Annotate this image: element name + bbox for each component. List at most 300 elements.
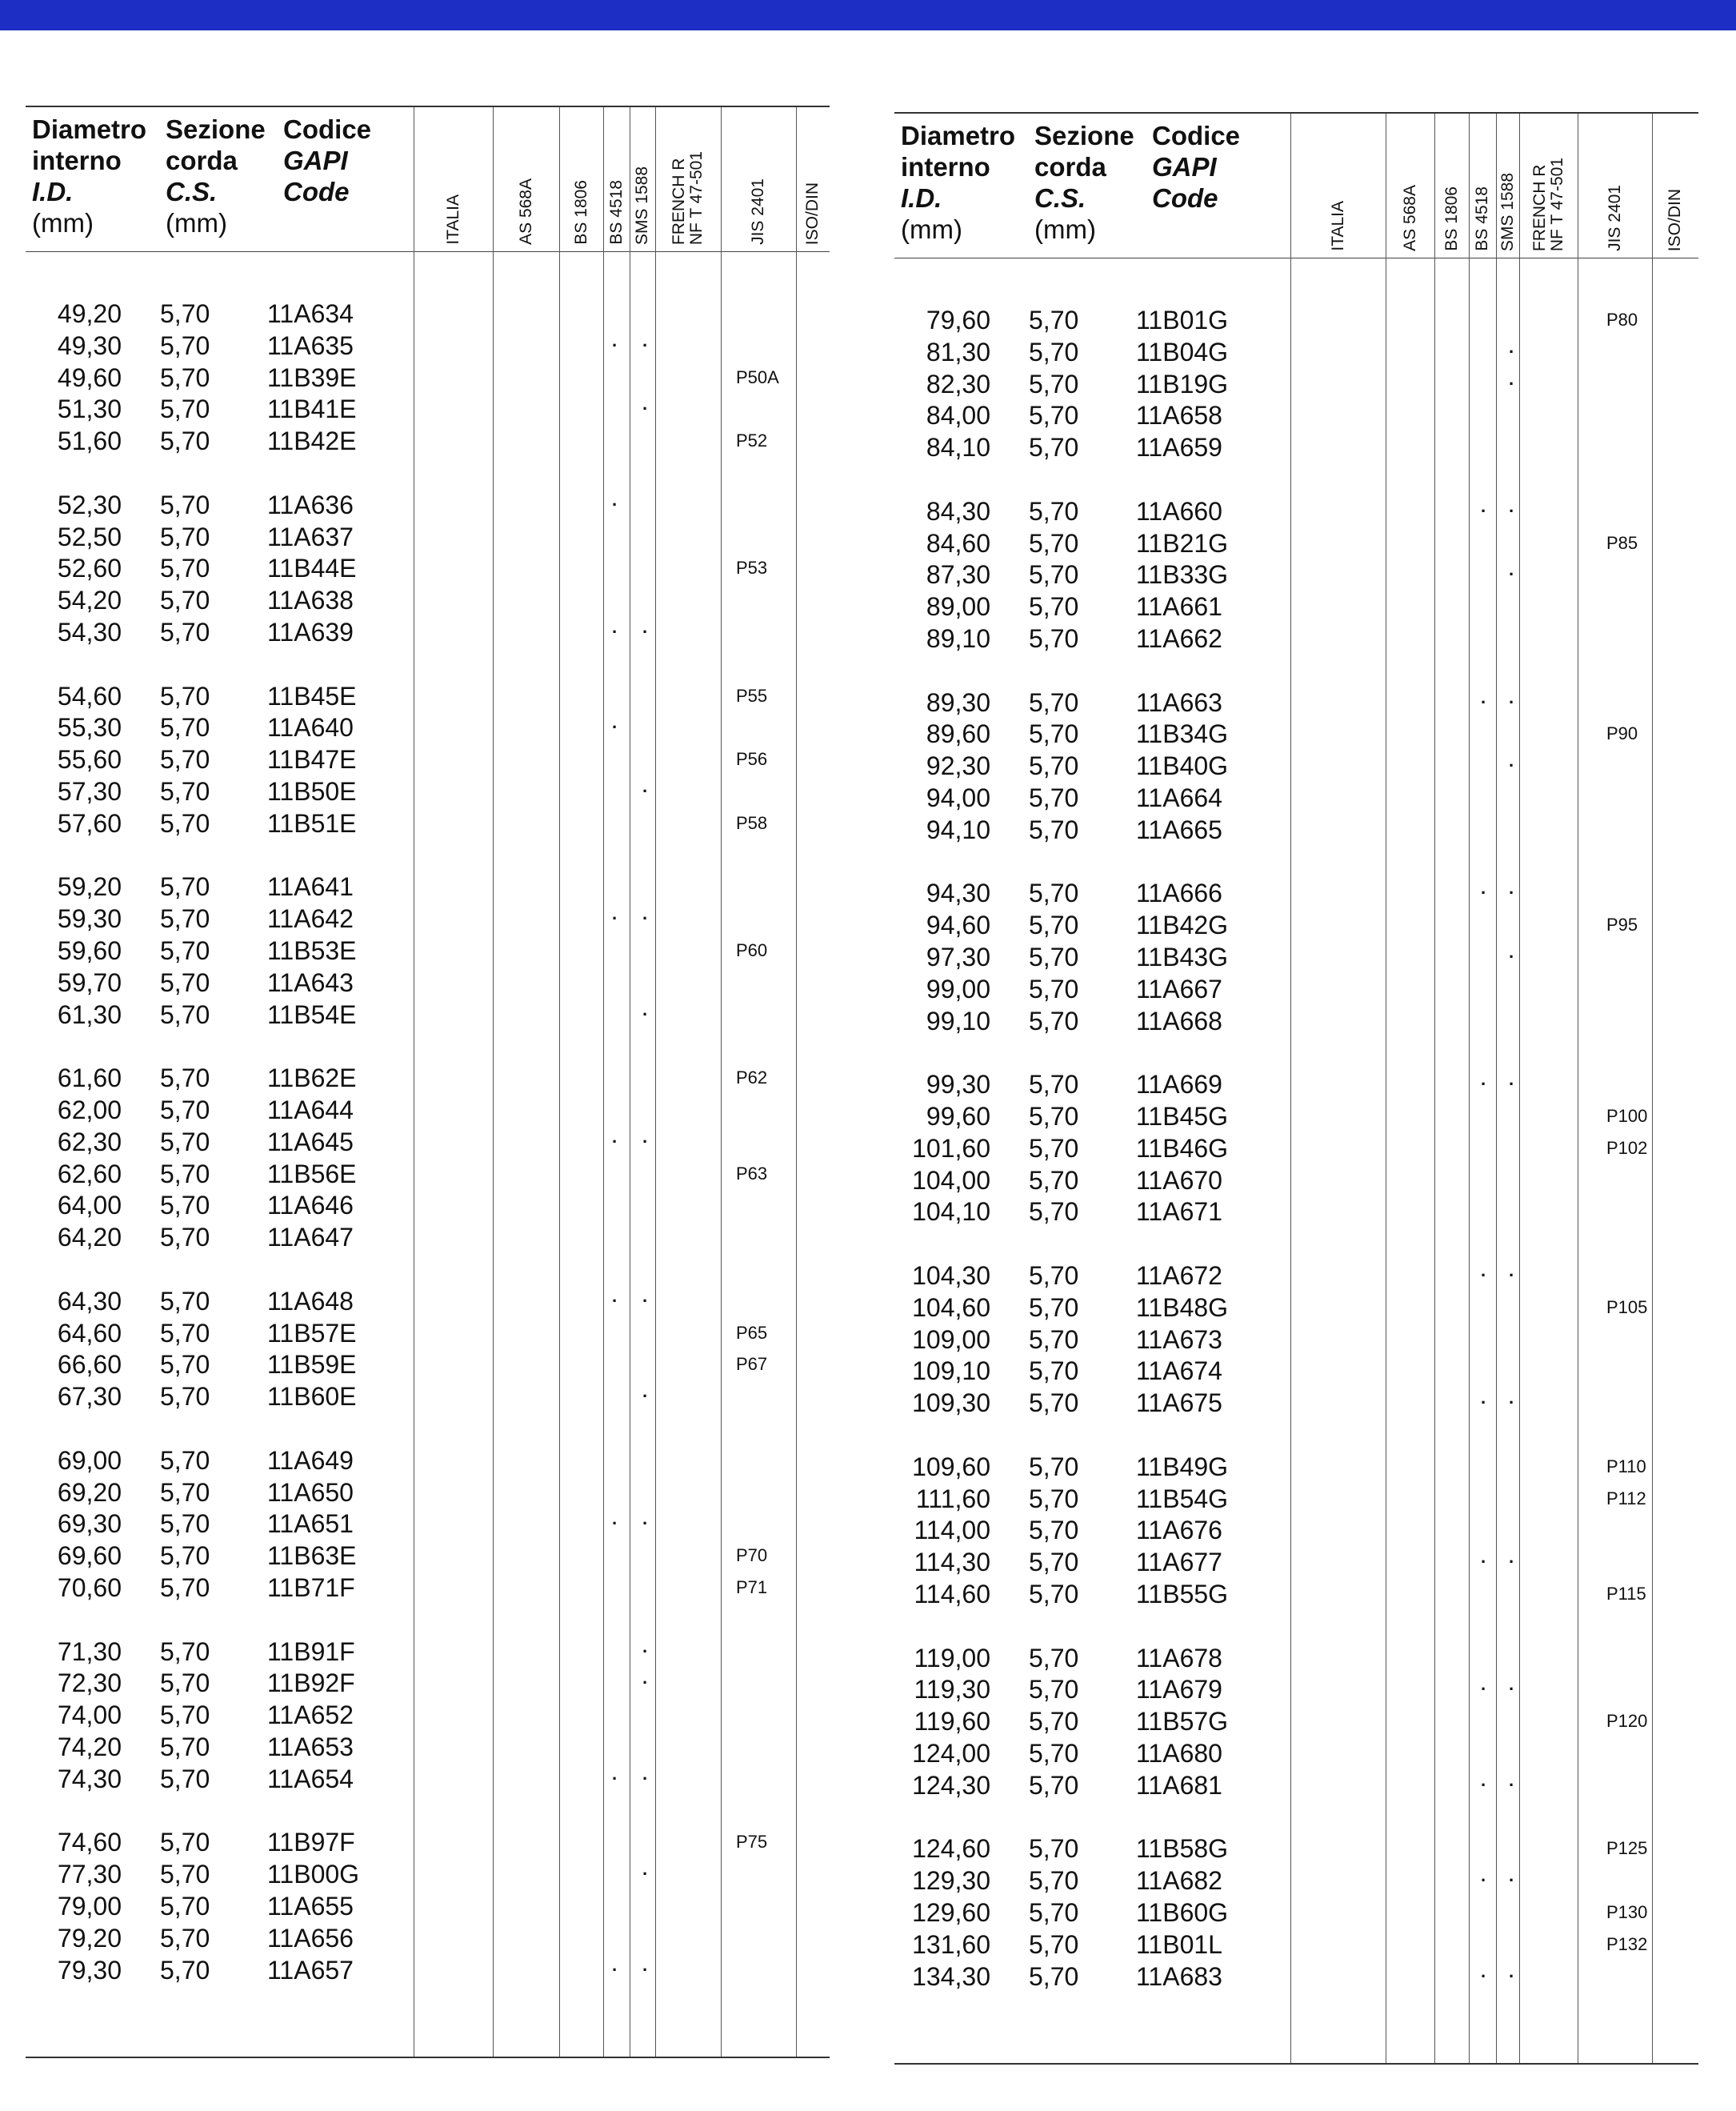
cross-section: 5,70	[1029, 433, 1079, 462]
cross-section: 5,70	[160, 1541, 210, 1570]
sms1588-mark: ·	[1509, 755, 1515, 775]
table-row	[26, 1763, 830, 1795]
inner-diameter: 99,10	[926, 1007, 990, 1035]
inner-diameter: 89,30	[926, 688, 990, 717]
gapi-code: 11B55G	[1136, 1580, 1229, 1608]
gapi-code: 11B59E	[267, 1350, 357, 1379]
gapi-code: 11A644	[267, 1096, 354, 1124]
inner-diameter: 99,30	[926, 1070, 990, 1099]
gapi-code: 11B91F	[267, 1637, 355, 1666]
inner-diameter: 74,20	[57, 1732, 122, 1761]
gapi-code: 11A642	[267, 904, 354, 933]
cross-section: 5,70	[1029, 1644, 1079, 1672]
header-code-line: Codice	[283, 114, 372, 144]
inner-diameter: 51,30	[57, 395, 122, 423]
sms1588-mark: ·	[642, 1291, 649, 1311]
bs4518-mark: ·	[1481, 883, 1487, 903]
table-row	[26, 330, 830, 362]
cross-section: 5,70	[1029, 1070, 1079, 1099]
jis-code: P70	[736, 1545, 768, 1565]
header-diameter-line: (mm)	[901, 214, 962, 244]
inner-diameter: 59,70	[57, 968, 122, 997]
gapi-code: 11B04G	[1136, 338, 1229, 367]
table-row	[894, 1514, 1698, 1546]
gapi-code: 11B01G	[1136, 306, 1229, 334]
gapi-code: 11A675	[1136, 1388, 1222, 1417]
jis-code: P52	[736, 431, 768, 451]
inner-diameter: 54,30	[57, 618, 122, 647]
cross-section: 5,70	[1029, 370, 1079, 399]
inner-diameter: 119,60	[914, 1707, 990, 1736]
gapi-code: 11B34G	[1136, 719, 1229, 748]
table-row	[26, 521, 830, 553]
cross-section: 5,70	[1029, 1166, 1079, 1195]
table-row	[894, 1897, 1698, 1929]
table-row	[894, 1929, 1698, 1961]
table-row	[894, 1164, 1698, 1196]
inner-diameter: 74,00	[57, 1700, 122, 1729]
table-row	[26, 1699, 830, 1731]
table-row	[26, 1540, 830, 1572]
gapi-code: 11A680	[1136, 1739, 1222, 1768]
inner-diameter: 99,60	[926, 1102, 990, 1131]
header-code	[283, 114, 371, 207]
gapi-code: 11B53E	[267, 936, 357, 965]
jis-code: P112	[1606, 1488, 1646, 1508]
inner-diameter: 70,60	[57, 1573, 122, 1602]
cross-section: 5,70	[160, 713, 210, 742]
standard-label: ISO/DIN	[1666, 188, 1684, 251]
table-row	[894, 304, 1698, 336]
inner-diameter: 59,20	[57, 872, 122, 901]
table-row	[894, 336, 1698, 368]
table-row	[894, 1673, 1698, 1705]
table-row	[894, 687, 1698, 719]
jis-code: P62	[736, 1068, 768, 1088]
gapi-code: 11A635	[267, 331, 354, 360]
table-row	[26, 1285, 830, 1317]
jis-code: P105	[1606, 1297, 1648, 1317]
gapi-code: 11A677	[1136, 1548, 1222, 1576]
header-code-line: Codice	[1152, 121, 1241, 150]
gapi-code: 11B42E	[267, 427, 357, 455]
inner-diameter: 124,60	[912, 1834, 990, 1863]
inner-diameter: 89,10	[926, 624, 990, 653]
cross-section: 5,70	[160, 1000, 210, 1029]
cross-section: 5,70	[160, 1668, 210, 1697]
bs4518-mark: ·	[612, 1769, 618, 1789]
cross-section: 5,70	[1029, 688, 1079, 717]
inner-diameter: 64,30	[57, 1287, 122, 1316]
inner-diameter: 49,20	[57, 299, 122, 328]
inner-diameter: 49,60	[57, 363, 122, 392]
cross-section: 5,70	[1029, 1325, 1079, 1354]
table-row	[26, 775, 830, 807]
sms1588-mark: ·	[642, 1960, 649, 1980]
cross-section: 5,70	[160, 1191, 210, 1220]
standard-label: AS 568A	[1400, 185, 1419, 251]
inner-diameter: 74,60	[57, 1828, 122, 1857]
bs4518-mark: ·	[1481, 1265, 1487, 1285]
jis-code: P85	[1606, 533, 1638, 553]
table-row	[894, 399, 1698, 431]
header-diameter-line: I.D.	[901, 183, 942, 213]
inner-diameter: 79,00	[57, 1892, 122, 1921]
cross-section: 5,70	[1029, 1866, 1079, 1895]
table-row	[26, 1826, 830, 1858]
table-row	[26, 1158, 830, 1190]
inner-diameter: 72,30	[57, 1668, 122, 1697]
inner-diameter: 89,00	[926, 592, 990, 621]
gapi-code: 11B43G	[1136, 943, 1229, 971]
table-row	[26, 489, 830, 521]
header-diameter	[32, 114, 146, 238]
gapi-code: 11B71F	[267, 1573, 355, 1602]
cross-section: 5,70	[160, 936, 210, 965]
inner-diameter: 111,60	[915, 1484, 990, 1513]
inner-diameter: 129,30	[912, 1866, 990, 1895]
table-row	[894, 1578, 1698, 1610]
header-diameter-line: Diametro	[32, 114, 147, 144]
gapi-code: 11A668	[1136, 1007, 1222, 1035]
jis-code: P55	[736, 686, 768, 706]
bs4518-mark: ·	[612, 1513, 618, 1533]
gapi-code: 11A653	[267, 1732, 354, 1761]
cross-section: 5,70	[160, 427, 210, 455]
jis-code: P65	[736, 1323, 768, 1343]
table-row	[894, 559, 1698, 591]
header-diameter-line: interno	[901, 152, 990, 182]
header-section	[166, 114, 266, 238]
inner-diameter: 79,20	[57, 1924, 122, 1953]
right-table	[894, 112, 1698, 2065]
sms1588-mark: ·	[1509, 564, 1515, 584]
table-row	[26, 1890, 830, 1922]
cross-section: 5,70	[1029, 751, 1079, 780]
table-row	[26, 1922, 830, 1954]
table-row	[26, 903, 830, 935]
gapi-code: 11A650	[267, 1478, 354, 1507]
gapi-code: 11A667	[1136, 975, 1222, 1003]
cross-section: 5,70	[160, 1478, 210, 1507]
inner-diameter: 69,60	[57, 1541, 122, 1570]
jis-code: P120	[1606, 1711, 1648, 1731]
inner-diameter: 52,50	[57, 523, 122, 551]
sms1588-mark: ·	[1509, 1775, 1515, 1795]
inner-diameter: 134,30	[912, 1962, 990, 1991]
table-row	[894, 814, 1698, 846]
cross-section: 5,70	[1029, 1102, 1079, 1131]
cross-section: 5,70	[1029, 1548, 1079, 1576]
cross-section: 5,70	[1029, 497, 1079, 526]
gapi-code: 11B40G	[1136, 751, 1229, 780]
inner-diameter: 66,60	[57, 1350, 122, 1379]
table-row	[894, 431, 1698, 463]
cross-section: 5,70	[1029, 401, 1079, 430]
gapi-code: 11A643	[267, 968, 354, 997]
cross-section: 5,70	[160, 1892, 210, 1921]
gapi-code: 11A681	[1136, 1771, 1222, 1800]
jis-code: P110	[1606, 1456, 1646, 1476]
cross-section: 5,70	[1029, 1007, 1079, 1035]
inner-diameter: 99,00	[926, 975, 990, 1003]
table-row	[26, 1476, 830, 1508]
cross-section: 5,70	[1029, 306, 1079, 334]
bs4518-mark: ·	[1481, 501, 1487, 521]
gapi-code: 11B57G	[1136, 1707, 1229, 1736]
table-row	[894, 1387, 1698, 1419]
gapi-code: 11A662	[1136, 624, 1222, 653]
standard-label: ISO/DIN	[803, 182, 822, 245]
gapi-code: 11A679	[1136, 1675, 1222, 1704]
gapi-code: 11A671	[1136, 1197, 1222, 1226]
header-diameter-line: Diametro	[901, 121, 1016, 150]
cross-section: 5,70	[1029, 1930, 1079, 1959]
table-row	[894, 1546, 1698, 1578]
jis-code: P95	[1606, 915, 1638, 935]
sms1588-mark: ·	[642, 335, 649, 355]
gapi-code: 11B00G	[267, 1860, 360, 1889]
sms1588-mark: ·	[642, 1672, 649, 1692]
bs4518-mark: ·	[1481, 1392, 1487, 1412]
inner-diameter: 61,60	[57, 1064, 122, 1092]
cross-section: 5,70	[160, 1765, 210, 1793]
cross-section: 5,70	[1029, 1898, 1079, 1927]
cross-section: 5,70	[1029, 529, 1079, 558]
gapi-code: 11A640	[267, 713, 354, 742]
inner-diameter: 69,20	[57, 1478, 122, 1507]
cross-section: 5,70	[160, 1223, 210, 1252]
header-section-line: Sezione	[1034, 121, 1134, 150]
jis-code: P80	[1606, 310, 1638, 330]
header-diameter-line: I.D.	[32, 177, 74, 206]
inner-diameter: 67,30	[57, 1382, 122, 1411]
inner-diameter: 94,30	[926, 879, 990, 907]
standard-label: BS 1806	[1442, 186, 1461, 251]
bs4518-mark: ·	[612, 717, 618, 737]
standard-label: JIS 2401	[749, 178, 767, 245]
gapi-code: 11A652	[267, 1700, 354, 1729]
gapi-code: 11B62E	[267, 1064, 357, 1092]
header-rule	[26, 251, 830, 252]
table-row	[26, 362, 830, 394]
cross-section: 5,70	[160, 1382, 210, 1411]
gapi-code: 11B47E	[267, 745, 357, 774]
inner-diameter: 59,60	[57, 936, 122, 965]
sms1588-mark: ·	[1509, 1870, 1515, 1890]
table-row	[894, 1260, 1698, 1292]
gapi-code: 11B54E	[267, 1000, 357, 1029]
header-diameter-line: interno	[32, 146, 122, 175]
inner-diameter: 51,60	[57, 427, 122, 455]
header-section-line: (mm)	[1034, 214, 1096, 244]
cross-section: 5,70	[160, 1700, 210, 1729]
cross-section: 5,70	[1029, 1580, 1079, 1608]
gapi-code: 11B46G	[1136, 1134, 1229, 1163]
inner-diameter: 109,30	[912, 1388, 990, 1417]
cross-section: 5,70	[1029, 1771, 1079, 1800]
cross-section: 5,70	[1029, 943, 1079, 971]
bs4518-mark: ·	[1481, 1074, 1487, 1094]
inner-diameter: 62,60	[57, 1160, 122, 1188]
cross-section: 5,70	[160, 1287, 210, 1316]
table-row	[26, 1954, 830, 1986]
standard-label: BS 4518	[1473, 186, 1491, 251]
gapi-code: 11B97F	[267, 1828, 355, 1857]
sms1588-mark: ·	[642, 1864, 649, 1884]
sms1588-mark: ·	[1509, 342, 1515, 362]
gapi-code: 11A672	[1136, 1261, 1222, 1290]
jis-code: P63	[736, 1164, 768, 1184]
cross-section: 5,70	[160, 904, 210, 933]
inner-diameter: 59,30	[57, 904, 122, 933]
cross-section: 5,70	[1029, 1739, 1079, 1768]
cross-section: 5,70	[160, 1160, 210, 1188]
gapi-code: 11A634	[267, 299, 354, 328]
top-color-bar	[0, 0, 1736, 30]
sms1588-mark: ·	[1509, 947, 1515, 967]
table-row	[894, 1961, 1698, 1993]
standard-label: FRENCH R NF T 47-501	[670, 150, 706, 245]
bs4518-mark: ·	[1481, 1552, 1487, 1572]
cross-section: 5,70	[160, 1064, 210, 1092]
table-row	[26, 1126, 830, 1158]
sms1588-mark: ·	[642, 1386, 649, 1406]
gapi-code: 11B60G	[1136, 1898, 1229, 1927]
cross-section: 5,70	[160, 586, 210, 615]
bs4518-mark: ·	[1481, 692, 1487, 712]
standard-label: ITALIA	[443, 194, 462, 245]
sms1588-mark: ·	[1509, 374, 1515, 394]
bs4518-mark: ·	[612, 495, 618, 515]
sms1588-mark: ·	[1509, 1966, 1515, 1986]
jis-code: P102	[1606, 1138, 1648, 1158]
inner-diameter: 87,30	[926, 560, 990, 589]
standard-label: JIS 2401	[1605, 185, 1624, 251]
standard-label: AS 568A	[516, 178, 535, 245]
table-row	[894, 527, 1698, 559]
gapi-code: 11A654	[267, 1765, 354, 1793]
inner-diameter: 97,30	[926, 943, 990, 971]
inner-diameter: 94,00	[926, 783, 990, 812]
inner-diameter: 69,00	[57, 1446, 122, 1475]
inner-diameter: 52,60	[57, 554, 122, 583]
cross-section: 5,70	[1029, 1484, 1079, 1513]
cross-section: 5,70	[1029, 1452, 1079, 1481]
inner-diameter: 74,30	[57, 1765, 122, 1793]
bs4518-mark: ·	[612, 1291, 618, 1311]
gapi-code: 11A657	[267, 1956, 354, 1985]
cross-section: 5,70	[1029, 911, 1079, 939]
table-row	[894, 1642, 1698, 1674]
cross-section: 5,70	[160, 1637, 210, 1666]
cross-section: 5,70	[160, 618, 210, 647]
table-row	[894, 1292, 1698, 1324]
bottom-rule	[26, 2057, 830, 2058]
inner-diameter: 62,30	[57, 1128, 122, 1156]
inner-diameter: 94,60	[926, 911, 990, 939]
cross-section: 5,70	[1029, 592, 1079, 621]
inner-diameter: 79,30	[57, 1956, 122, 1985]
gapi-code: 11A666	[1136, 879, 1222, 907]
jis-code: P58	[736, 813, 768, 833]
cross-section: 5,70	[1029, 975, 1079, 1003]
sms1588-mark: ·	[642, 399, 649, 419]
inner-diameter: 104,00	[912, 1166, 990, 1195]
header-diameter	[901, 120, 1015, 245]
header-code	[1152, 120, 1240, 214]
table-row	[26, 680, 830, 712]
gapi-code: 11B54G	[1136, 1484, 1229, 1513]
gapi-code: 11A661	[1136, 592, 1222, 621]
gapi-code: 11A673	[1136, 1325, 1222, 1354]
table-row	[894, 909, 1698, 941]
gapi-code: 11A649	[267, 1446, 354, 1475]
gapi-code: 11A669	[1136, 1070, 1222, 1099]
cross-section: 5,70	[1029, 624, 1079, 653]
sms1588-mark: ·	[1509, 1679, 1515, 1699]
table-row	[26, 967, 830, 999]
table-row	[26, 935, 830, 967]
gapi-code: 11A664	[1136, 783, 1222, 812]
standard-label: BS 4518	[606, 180, 626, 245]
gapi-code: 11A651	[267, 1509, 354, 1538]
jis-code: P67	[736, 1354, 768, 1374]
gapi-code: 11B19G	[1136, 370, 1229, 399]
gapi-code: 11B41E	[267, 395, 357, 423]
gapi-code: 11B57E	[267, 1319, 357, 1348]
inner-diameter: 55,60	[57, 745, 122, 774]
jis-code: P53	[736, 558, 768, 578]
table-row	[26, 393, 830, 425]
jis-code: P50A	[736, 367, 779, 387]
header-section-line: corda	[1034, 152, 1106, 182]
inner-diameter: 109,60	[912, 1452, 990, 1481]
header-section-line: C.S.	[166, 177, 218, 206]
header-diameter-line: (mm)	[32, 208, 94, 238]
gapi-code: 11B44E	[267, 554, 357, 583]
bs4518-mark: ·	[1481, 1966, 1487, 1986]
cross-section: 5,70	[1029, 783, 1079, 812]
cross-section: 5,70	[160, 682, 210, 711]
cross-section: 5,70	[160, 363, 210, 392]
jis-code: P60	[736, 940, 768, 960]
bs4518-mark: ·	[612, 1960, 618, 1980]
gapi-code: 11A638	[267, 586, 354, 615]
inner-diameter: 77,30	[57, 1860, 122, 1889]
gapi-code: 11A663	[1136, 688, 1222, 717]
table-row	[894, 877, 1698, 909]
gapi-code: 11A636	[267, 491, 354, 519]
gapi-code: 11B60E	[267, 1382, 357, 1411]
inner-diameter: 94,10	[926, 815, 990, 844]
table-row	[26, 743, 830, 775]
table-row	[894, 750, 1698, 782]
header-code-line: GAPI	[283, 146, 348, 175]
gapi-code: 11A658	[1136, 401, 1222, 430]
table-row	[26, 1317, 830, 1349]
cross-section: 5,70	[160, 1573, 210, 1602]
inner-diameter: 71,30	[57, 1637, 122, 1666]
cross-section: 5,70	[1029, 815, 1079, 844]
table-row	[26, 616, 830, 648]
table-row	[26, 1636, 830, 1668]
gapi-code: 11A683	[1136, 1962, 1222, 1991]
bs4518-mark: ·	[612, 908, 618, 928]
header-section-line: C.S.	[1034, 183, 1086, 213]
table-row	[894, 1865, 1698, 1897]
sms1588-mark: ·	[642, 1132, 649, 1152]
